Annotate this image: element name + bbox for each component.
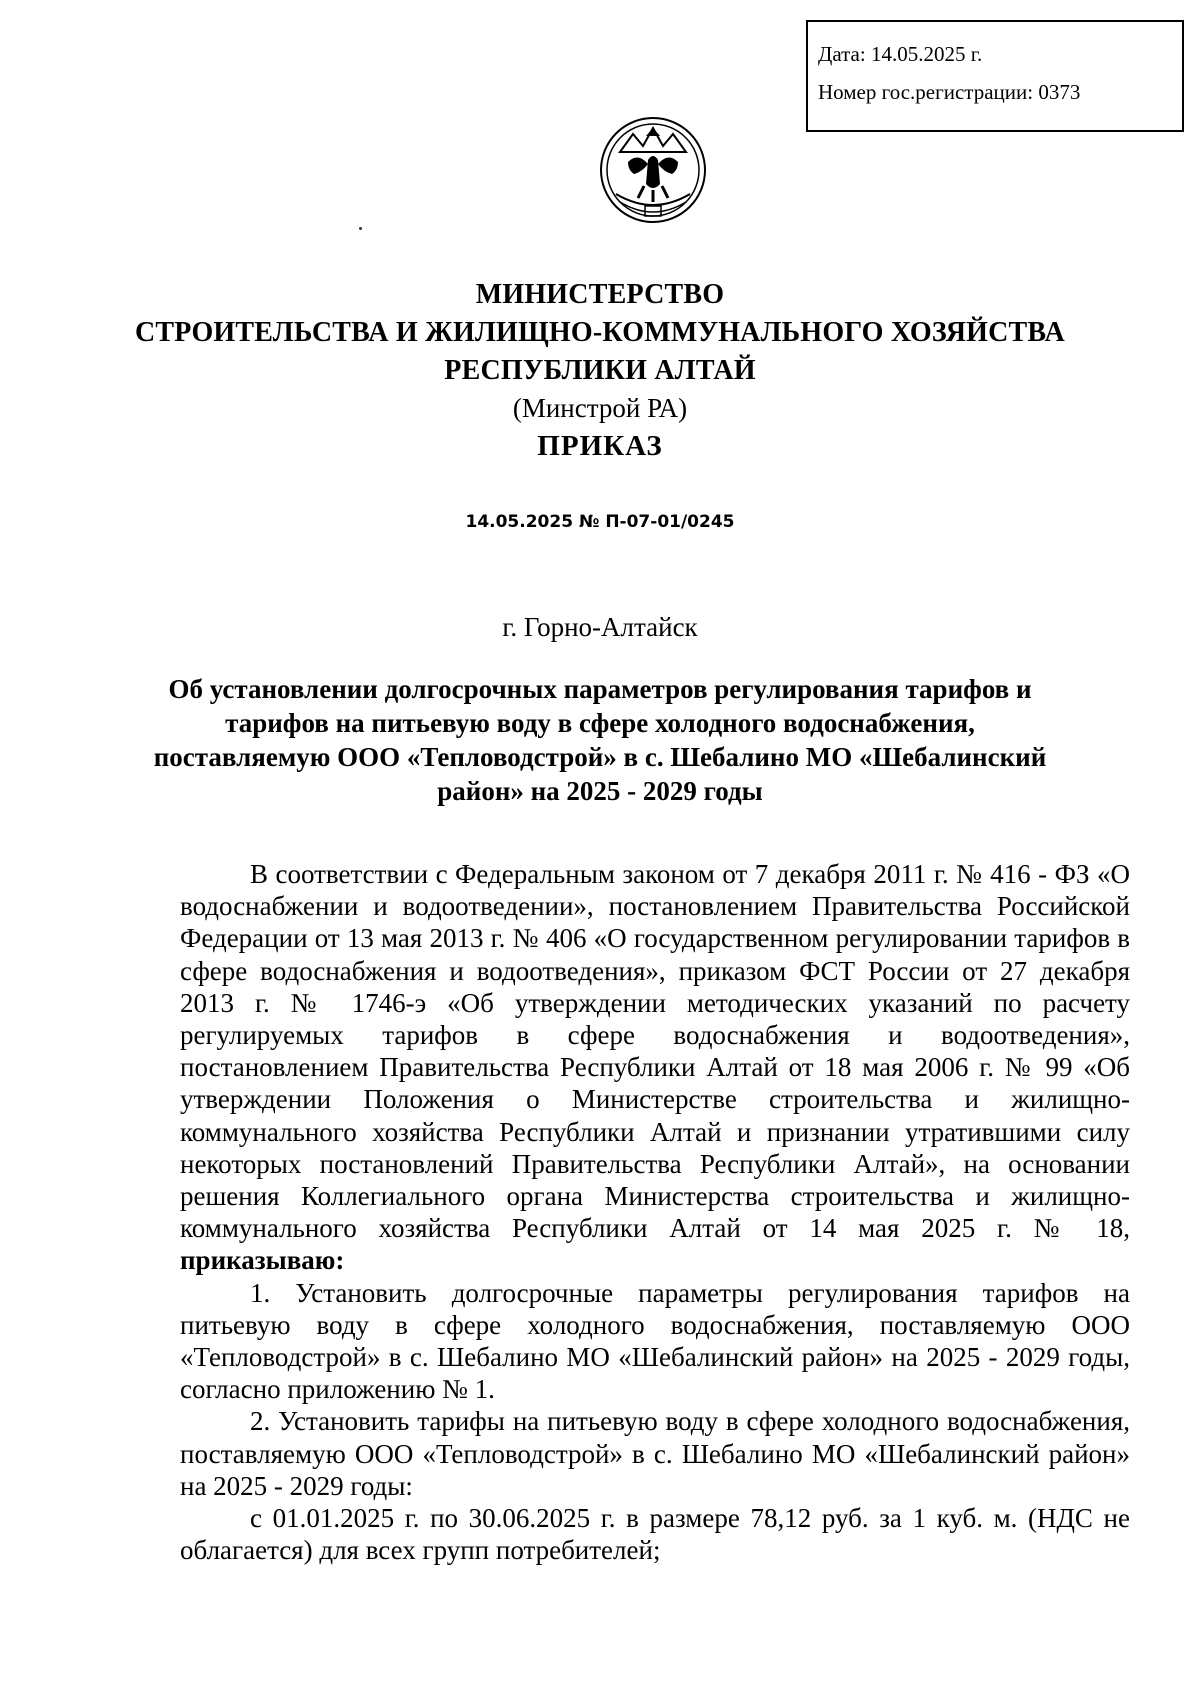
document-city: г. Горно-Алтайск (502, 612, 698, 642)
ministry-name-line-1: МИНИСТЕРСТВО (475, 279, 725, 310)
preamble-paragraph (180, 858, 1130, 1277)
scan-speck (359, 227, 362, 230)
ministry-short-name: (Минстрой РА) (512, 393, 688, 423)
registration-date-line (818, 38, 1172, 70)
registration-date-value: 14.05.2025 г. (870, 42, 983, 66)
item-2-paragraph: 2. Установить тарифы на питьевую воду в сфере холодного водоснабжения, поставляемую ООО «Тепловодстрой» в с. Шебалино МО «Шебалинский район» на 2025 - 2029 годы: (180, 1406, 1130, 1501)
document-type: ПРИКАЗ (537, 430, 663, 462)
registration-stamp (806, 20, 1184, 132)
document-body (180, 858, 1130, 1566)
tariff-1-paragraph: с 01.01.2025 г. по 30.06.2025 г. в размере 78,12 руб. за 1 куб. м. (НДС не облагается) для всех групп потребителей; (180, 1503, 1130, 1566)
registration-date-label: Дата: (818, 42, 866, 66)
ministry-name-line-2: СТРОИТЕЛЬСТВА И ЖИЛИЩНО-КОММУНАЛЬНОГО ХОЗЯЙСТВА (135, 317, 1065, 348)
document-title: Об установлении долгосрочных параметров регулирования тарифов и тарифов на питьевую воду в сфере холодного водоснабжения, поставляемую ООО «Тепловодстрой» в с. Шебалино МО «Шебалинский район» на 2025 - 2029 годы (153, 674, 1047, 806)
document-number: 14.05.2025 № П-07-01/0245 (465, 512, 735, 532)
preamble-text: В соответствии с Федеральным законом от 7 декабря 2011 г. № 416 - ФЗ «О водоснабжении и водоотведении», постановлением Правительства Российской Федерации от 13 мая 2013 г. № 406 «О государственном регулировании тарифов в сфере водоснабжения и водоотведения», приказом ФСТ России от 27 декабря 2013 г. № 1746-э «Об утверждении методических указаний по расчету регулируемых тарифов в сфере водоснабжения и водоотведения», постановлением Правительства Республики Алтай от 18 мая 2006 г. № 99 «Об утверждении Положения о Министерстве строительства и жилищно-коммунального хозяйства Республики Алтай и признании утратившими силу некоторых постановлений Правительства Республики Алтай», на основании решения Коллегиального органа Министерства строительства и жилищно-коммунального хозяйства Республики Алтай от 14 мая 2025 г. № 18, (180, 859, 1130, 1244)
ministry-name-line-3: РЕСПУБЛИКИ АЛТАЙ (444, 355, 756, 386)
registration-number-label: Номер гос.регистрации: (818, 80, 1034, 104)
item-1-paragraph: 1. Установить долгосрочные параметры регулирования тарифов на питьевую воду в сфере холодного водоснабжения, поставляемую ООО «Тепловодстрой» в с. Шебалино МО «Шебалинский район» на 2025 - 2029 годы, согласно приложению № 1. (180, 1277, 1130, 1405)
order-word: приказываю: (180, 1245, 345, 1276)
registration-number-line (818, 76, 1172, 108)
altai-republic-coat-of-arms-icon (598, 112, 708, 232)
ministry-header (0, 276, 1200, 426)
registration-number-value: 0373 (1038, 80, 1081, 104)
